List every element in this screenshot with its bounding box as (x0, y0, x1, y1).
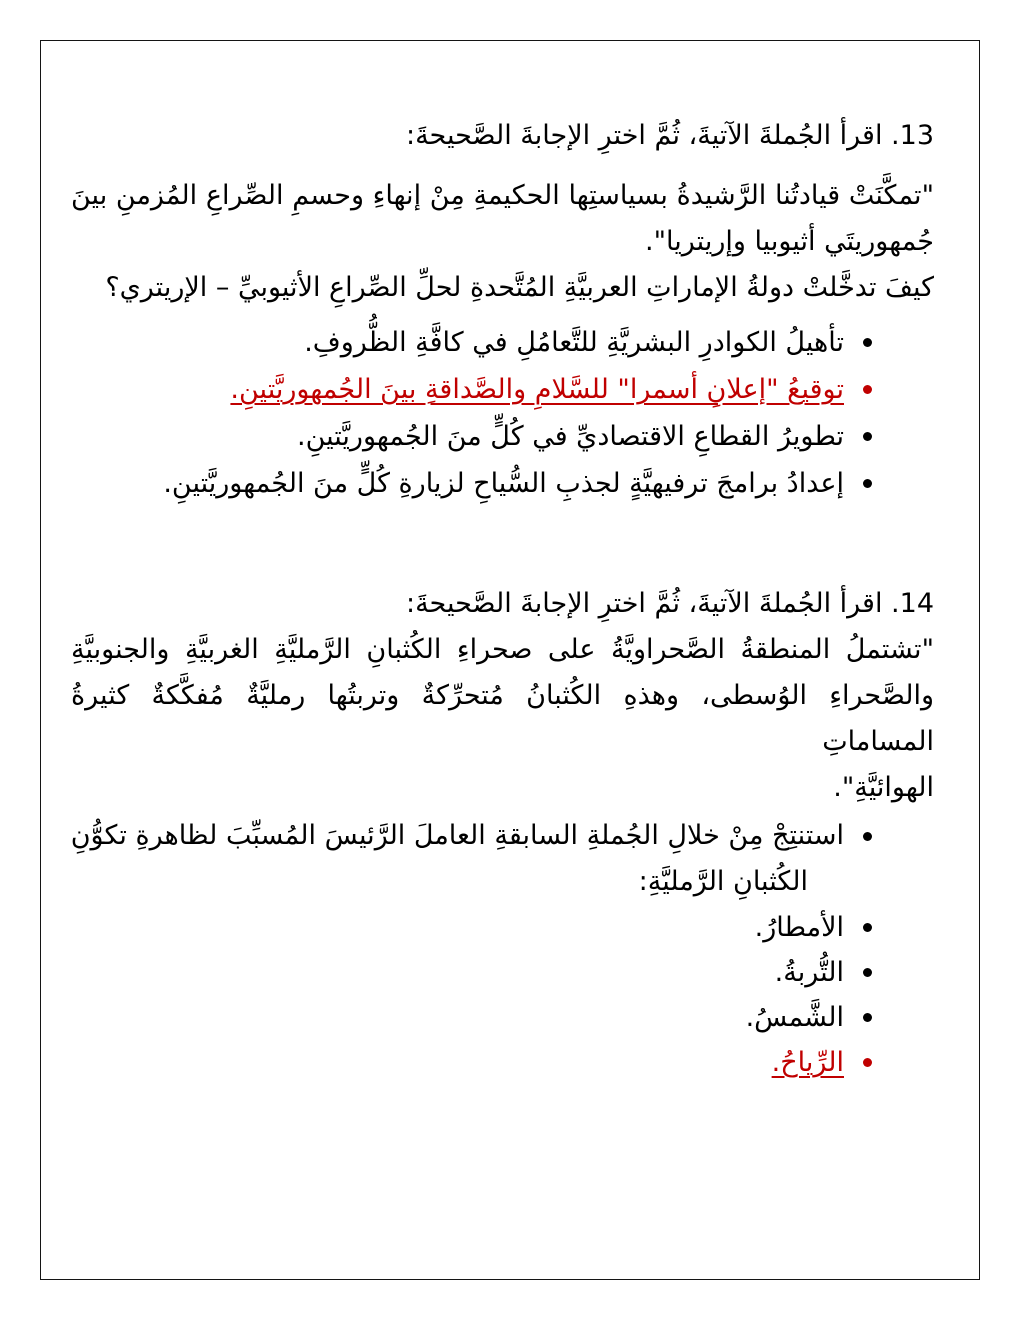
question-13-body-line-3: كيفَ تدخَّلتْ دولةُ الإماراتِ العربيَّةِ المُتَّحدةِ لحلِّ الصِّراعِ الأثيوبيِّ – الإريتري؟ (105, 272, 934, 303)
question-14-header: 14. اقرأ الجُملةَ الآتيةَ، ثُمَّ اخترِ الإجابةَ الصَّحيحةَ: (405, 588, 934, 619)
option-label: توقيعُ "إعلانِ أسمرا" للسَّلامِ والصَّداقةِ بينَ الجُمهوريَّتينِ. (230, 374, 844, 405)
page-frame (40, 40, 980, 1280)
bullet-icon (863, 432, 872, 441)
question-14-body-line-1: "تشتملُ المنطقةُ الصَّحراويَّةُ على صحراءِ الكُثبانِ الرَّمليَّةِ الغربيَّةِ والجنوبيَّةِ (71, 634, 934, 665)
option-item (71, 905, 934, 950)
option-item (71, 460, 934, 507)
option-item (71, 995, 934, 1040)
bullet-icon (863, 968, 872, 977)
bullet-icon (863, 385, 872, 394)
question-13-options (71, 319, 934, 507)
option-item-correct-answer (71, 1040, 934, 1085)
question-14-body-line-2: والصَّحراءِ الوُسطى، وهذهِ الكُثبانُ مُتحرِّكةٌ وتربتُها رمليَّةٌ مُفكَّكةٌ كثيرةُ المساماتِ (71, 680, 934, 757)
question-13-body-line-1: "تمكَّنَتْ قيادتُنا الرَّشيدةُ بسياستِها الحكيمةِ مِنْ إنهاءِ وحسمِ الصِّراعِ المُزمنِ بينَ (71, 180, 934, 211)
option-label: تأهيلُ الكوادرِ البشريَّةِ للتَّعامُلِ في كافَّةِ الظُّروفِ. (304, 327, 844, 358)
question-14-options (71, 813, 934, 1085)
question-14-block (71, 581, 934, 1085)
option-item-correct-answer (71, 366, 934, 413)
bullet-icon (863, 338, 872, 347)
bullet-icon (863, 1013, 872, 1022)
bullet-icon (863, 479, 872, 488)
option-item (71, 319, 934, 366)
prompt-line-1: استنتِجْ مِنْ خلالِ الجُملةِ السابقةِ العاملَ الرَّئيسَ المُسبِّبَ لظاهرةِ تكوُّنِ (70, 820, 844, 851)
option-label: الأمطارُ. (754, 912, 844, 943)
question-13-block (71, 113, 934, 507)
question-14-body-line-3: الهوائيَّةِ". (833, 772, 934, 803)
bullet-icon (863, 1058, 872, 1067)
option-label: الشَّمسُ. (745, 1002, 844, 1033)
option-item (71, 950, 934, 995)
prompt-line-2: الكُثبانِ الرَّمليَّةِ: (638, 866, 808, 897)
question-13-body-line-2: جُمهوريتَي أثيوبيا وإريتريا". (645, 226, 934, 257)
question-14-prompt (71, 813, 934, 905)
option-item (71, 413, 934, 460)
bullet-icon (863, 832, 872, 841)
option-label: التُّربةُ. (774, 957, 844, 988)
bullet-icon (863, 923, 872, 932)
option-label: إعدادُ برامجَ ترفيهيَّةٍ لجذبِ السُّياحِ لزيارةِ كُلٍّ منَ الجُمهوريَّتينِ. (163, 468, 844, 499)
option-label: الرِّياحُ. (771, 1047, 844, 1078)
option-label: تطويرُ القطاعِ الاقتصاديِّ في كُلٍّ منَ الجُمهوريَّتينِ. (296, 421, 844, 452)
question-13-header: 13. اقرأ الجُملةَ الآتيةَ، ثُمَّ اخترِ الإجابةَ الصَّحيحةَ: (405, 120, 934, 151)
